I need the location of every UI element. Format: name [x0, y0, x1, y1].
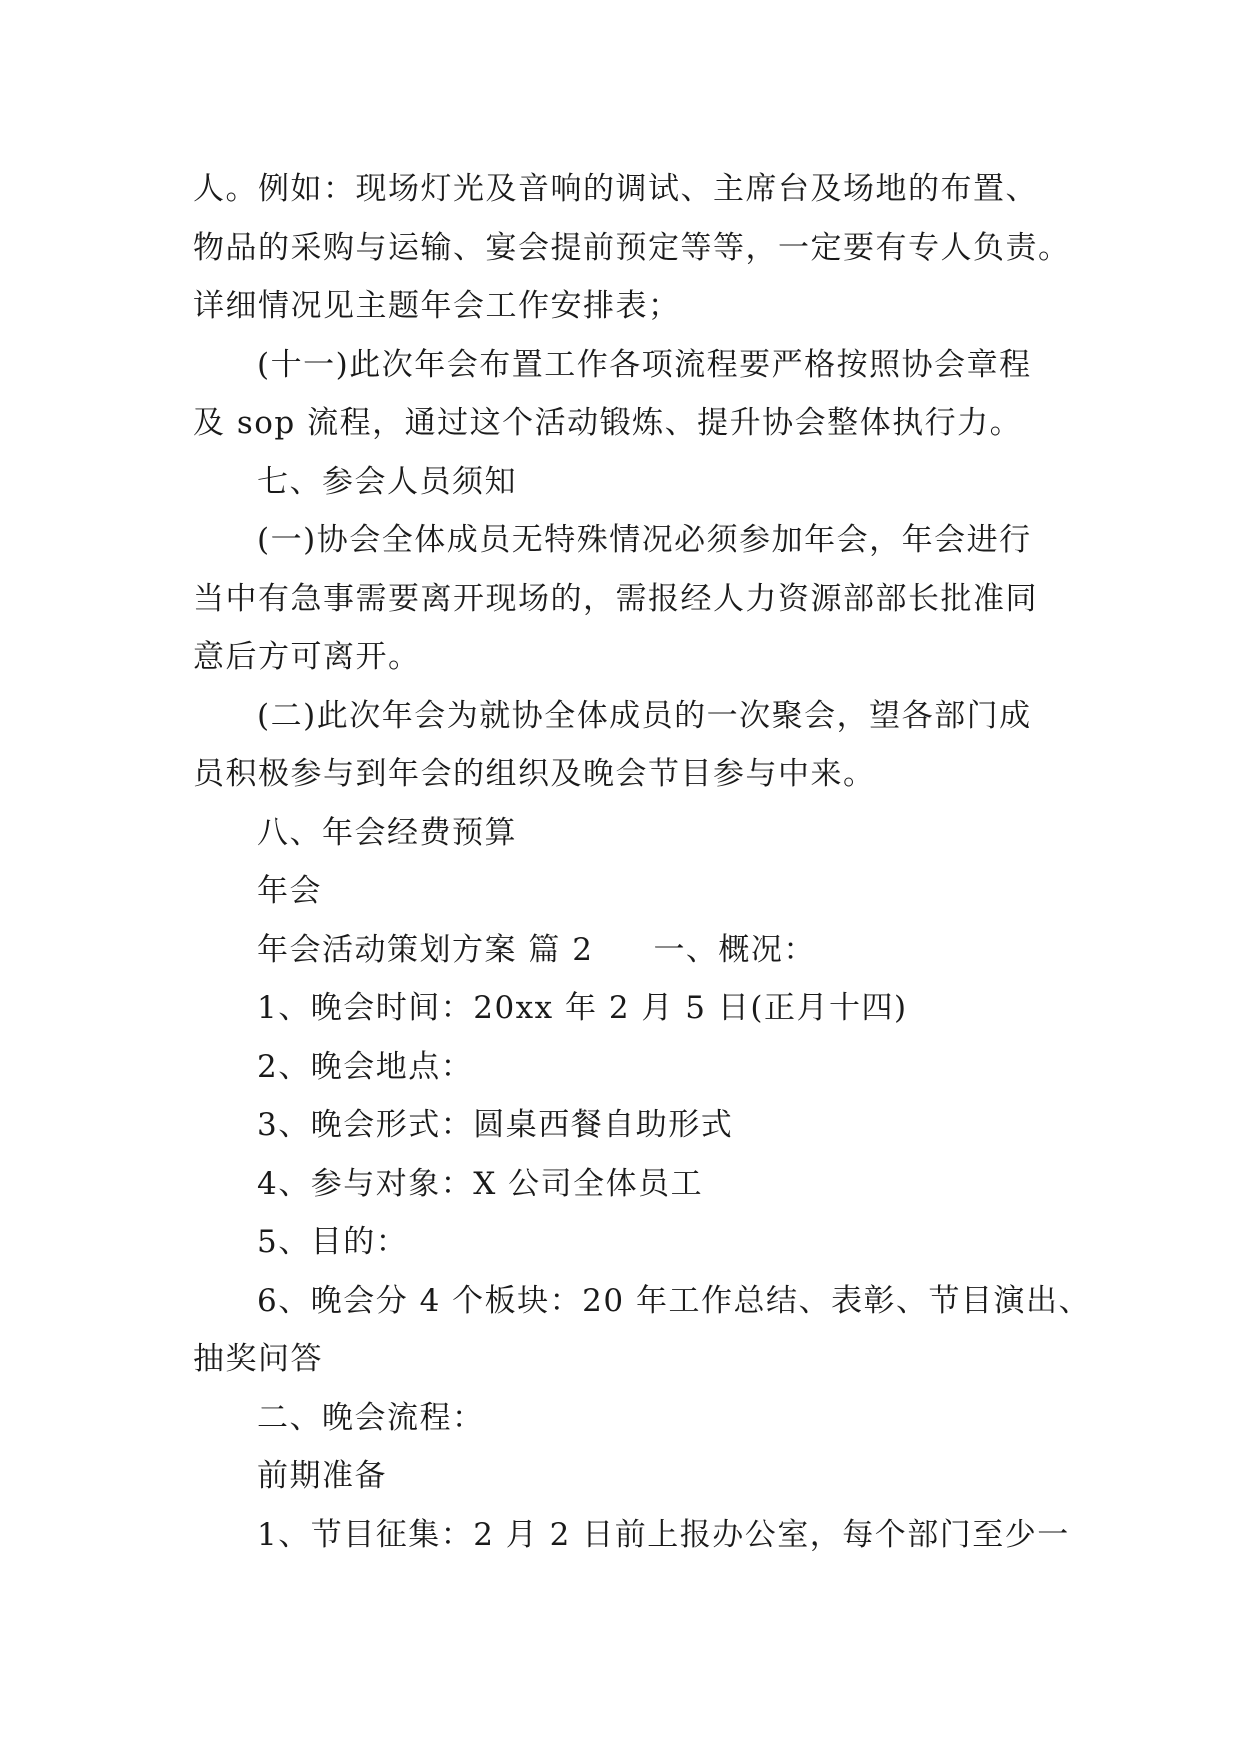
paragraph-text-line: 人。例如：现场灯光及音响的调试、主席台及场地的布置、 [193, 171, 1038, 207]
list-item: 4、参与对象：X 公司全体员工 [257, 1165, 704, 1202]
paragraph-text-line: (一)协会全体成员无特殊情况必须参加年会，年会进行 [257, 522, 1032, 558]
list-item: 6、晚会分 4 个板块：20 年工作总结、表彰、节目演出、 [257, 1282, 1091, 1319]
article-title-line [193, 921, 1073, 980]
paragraph-text-line: 及 sop 流程，通过这个活动锻炼、提升协会整体执行力。 [193, 405, 1023, 441]
list-item: 1、节目征集：2 月 2 日前上报办公室，每个部门至少一 [257, 1516, 1070, 1553]
paragraph-text-line: (十一)此次年会布置工作各项流程要严格按照协会章程 [257, 346, 1032, 383]
document-body [193, 160, 1091, 1564]
paragraph-text-line: 员积极参与到年会的组织及晚会节目参与中来。 [193, 756, 876, 792]
paragraph-text-line: 意后方可离开。 [193, 639, 421, 675]
list-item: 1、晚会时间：20xx 年 2 月 5 日(正月十四) [257, 990, 908, 1026]
list-item-continuation: 抽奖问答 [193, 1341, 323, 1377]
paragraph-text-line: 详细情况见主题年会工作安排表； [193, 288, 681, 324]
subsection-heading: 前期准备 [257, 1458, 387, 1494]
paragraph-text-line: (二)此次年会为就协全体成员的一次聚会，望各部门成 [257, 697, 1032, 734]
paragraph-text-line: 当中有急事需要离开现场的，需报经人力资源部部长批准同 [193, 580, 1038, 617]
section-heading: 八、年会经费预算 [257, 814, 517, 851]
list-item: 5、目的： [257, 1224, 409, 1260]
paragraph-text-line: 年会 [257, 873, 322, 909]
section-heading: 一、概况： [653, 931, 816, 968]
section-heading: 七、参会人员须知 [257, 463, 517, 500]
article-title: 年会活动策划方案 篇 2 [257, 931, 594, 968]
list-item: 3、晚会形式：圆桌西餐自助形式 [257, 1107, 734, 1143]
paragraph-text-line: 物品的采购与运输、宴会提前预定等等，一定要有专人负责。 [193, 229, 1071, 266]
list-item: 2、晚会地点： [257, 1048, 474, 1085]
section-heading: 二、晚会流程： [257, 1399, 485, 1436]
